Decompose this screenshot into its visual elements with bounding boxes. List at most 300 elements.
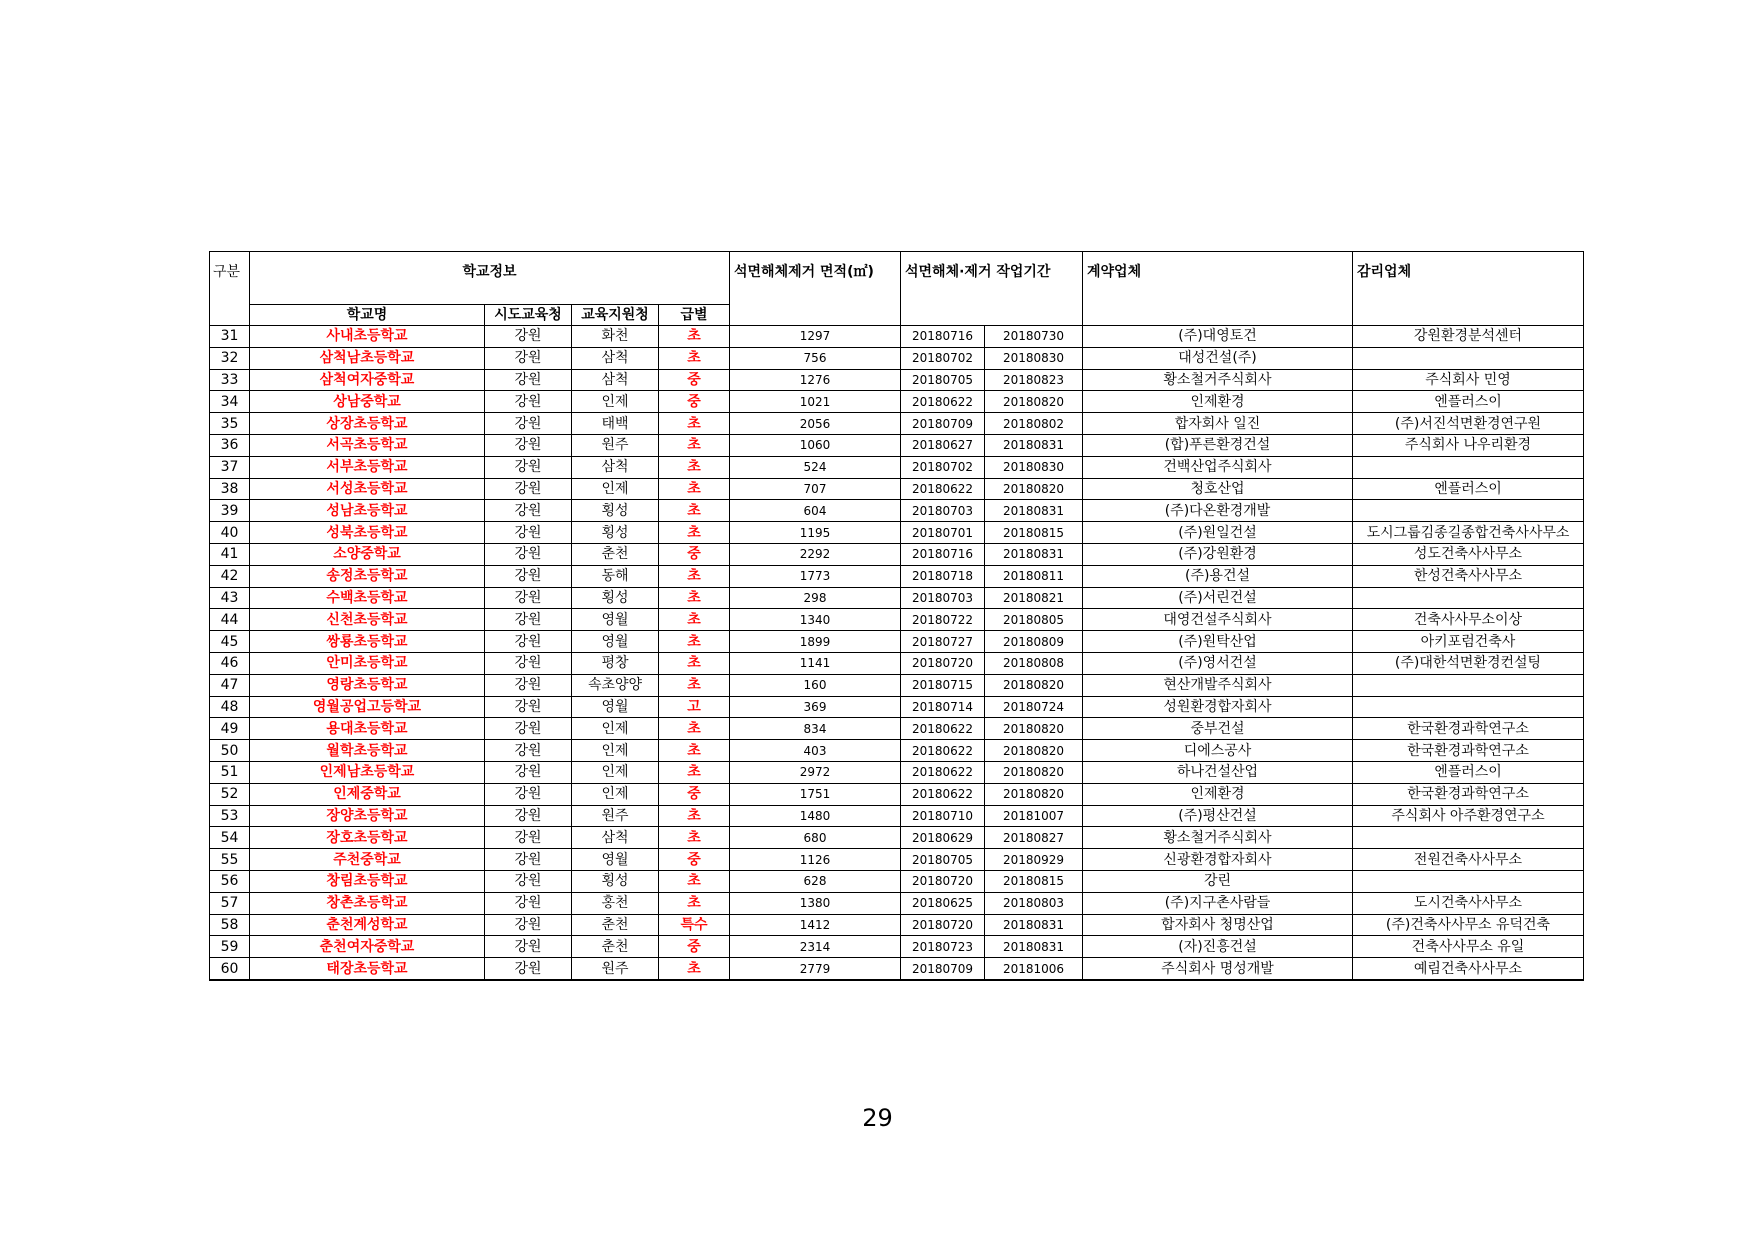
cell-grade: 중 (659, 369, 730, 391)
cell-office: 영월 (572, 849, 659, 871)
cell-contractor: 디에스공사 (1083, 740, 1353, 762)
cell-contractor: 신광환경합자회사 (1083, 849, 1353, 871)
cell-sido: 강원 (485, 849, 572, 871)
cell-end-date: 20180827 (985, 827, 1083, 849)
cell-supervisor: 엔플러스이 (1353, 478, 1584, 500)
cell-start-date: 20180727 (901, 631, 985, 653)
cell-office: 원주 (572, 434, 659, 456)
cell-no: 35 (210, 413, 250, 435)
table-row (210, 674, 1584, 696)
cell-area: 1480 (730, 805, 901, 827)
cell-contractor: (주)용건설 (1083, 565, 1353, 587)
cell-grade: 중 (659, 391, 730, 413)
cell-sido: 강원 (485, 587, 572, 609)
cell-grade: 초 (659, 434, 730, 456)
cell-contractor: (주)영서건설 (1083, 652, 1353, 674)
cell-supervisor: 엔플러스이 (1353, 761, 1584, 783)
cell-school-name: 영랑초등학교 (250, 674, 485, 696)
cell-supervisor: 주식회사 민영 (1353, 369, 1584, 391)
cell-contractor: 황소철거주식회사 (1083, 369, 1353, 391)
cell-no: 54 (210, 827, 250, 849)
cell-end-date: 20180809 (985, 631, 1083, 653)
table-row (210, 609, 1584, 631)
cell-sido: 강원 (485, 652, 572, 674)
cell-school-name: 삼척여자중학교 (250, 369, 485, 391)
cell-school-name: 월학초등학교 (250, 740, 485, 762)
cell-sido: 강원 (485, 761, 572, 783)
cell-supervisor: 주식회사 나우리환경 (1353, 434, 1584, 456)
cell-area: 2972 (730, 761, 901, 783)
cell-start-date: 20180629 (901, 827, 985, 849)
cell-office: 인제 (572, 761, 659, 783)
cell-no: 60 (210, 958, 250, 980)
cell-grade: 초 (659, 587, 730, 609)
cell-office: 영월 (572, 696, 659, 718)
cell-end-date: 20180820 (985, 391, 1083, 413)
cell-office: 삼척 (572, 827, 659, 849)
table-row (210, 696, 1584, 718)
cell-office: 인제 (572, 718, 659, 740)
cell-contractor: 합자회사 청명산업 (1083, 914, 1353, 936)
cell-end-date: 20180724 (985, 696, 1083, 718)
table-row (210, 522, 1584, 544)
cell-office: 횡성 (572, 870, 659, 892)
cell-contractor: 주식회사 명성개발 (1083, 958, 1353, 980)
cell-no: 52 (210, 783, 250, 805)
cell-grade: 초 (659, 413, 730, 435)
cell-sido: 강원 (485, 434, 572, 456)
cell-start-date: 20180723 (901, 936, 985, 958)
cell-start-date: 20180625 (901, 892, 985, 914)
cell-grade: 고 (659, 696, 730, 718)
cell-area: 1021 (730, 391, 901, 413)
cell-contractor: (주)평산건설 (1083, 805, 1353, 827)
cell-grade: 초 (659, 892, 730, 914)
table-row (210, 413, 1584, 435)
cell-sido: 강원 (485, 369, 572, 391)
cell-start-date: 20180716 (901, 543, 985, 565)
cell-grade: 초 (659, 631, 730, 653)
table-row (210, 870, 1584, 892)
header-school-name: 학교명 (250, 305, 485, 326)
cell-school-name: 춘천여자중학교 (250, 936, 485, 958)
cell-start-date: 20180702 (901, 456, 985, 478)
cell-area: 1412 (730, 914, 901, 936)
cell-no: 46 (210, 652, 250, 674)
cell-school-name: 태장초등학교 (250, 958, 485, 980)
cell-start-date: 20180622 (901, 761, 985, 783)
cell-area: 524 (730, 456, 901, 478)
cell-supervisor: 건축사사무소이상 (1353, 609, 1584, 631)
cell-start-date: 20180715 (901, 674, 985, 696)
cell-contractor: 하나건설산업 (1083, 761, 1353, 783)
cell-end-date: 20180811 (985, 565, 1083, 587)
cell-start-date: 20180720 (901, 914, 985, 936)
cell-start-date: 20180709 (901, 958, 985, 980)
table-row (210, 326, 1584, 348)
cell-area: 403 (730, 740, 901, 762)
cell-end-date: 20180805 (985, 609, 1083, 631)
cell-office: 영월 (572, 631, 659, 653)
cell-grade: 초 (659, 522, 730, 544)
cell-sido: 강원 (485, 413, 572, 435)
cell-start-date: 20180703 (901, 587, 985, 609)
cell-sido: 강원 (485, 827, 572, 849)
cell-area: 2779 (730, 958, 901, 980)
cell-no: 37 (210, 456, 250, 478)
cell-end-date: 20180808 (985, 652, 1083, 674)
table-row (210, 892, 1584, 914)
cell-area: 1899 (730, 631, 901, 653)
cell-contractor: 건백산업주식회사 (1083, 456, 1353, 478)
cell-start-date: 20180709 (901, 413, 985, 435)
cell-no: 39 (210, 500, 250, 522)
cell-contractor: 합자회사 일진 (1083, 413, 1353, 435)
table-row (210, 936, 1584, 958)
cell-area: 707 (730, 478, 901, 500)
cell-school-name: 삼척남초등학교 (250, 347, 485, 369)
cell-contractor: (주)다온환경개발 (1083, 500, 1353, 522)
cell-area: 604 (730, 500, 901, 522)
cell-area: 1380 (730, 892, 901, 914)
cell-office: 동해 (572, 565, 659, 587)
cell-no: 56 (210, 870, 250, 892)
cell-grade: 중 (659, 543, 730, 565)
cell-start-date: 20180720 (901, 652, 985, 674)
cell-supervisor: (주)대한석면환경컨설팅 (1353, 652, 1584, 674)
cell-no: 43 (210, 587, 250, 609)
cell-supervisor (1353, 674, 1584, 696)
table-row (210, 347, 1584, 369)
cell-end-date: 20180815 (985, 522, 1083, 544)
cell-school-name: 성남초등학교 (250, 500, 485, 522)
cell-contractor: 현산개발주식회사 (1083, 674, 1353, 696)
cell-supervisor (1353, 696, 1584, 718)
cell-supervisor: (주)건축사사무소 유덕건축 (1353, 914, 1584, 936)
cell-office: 춘천 (572, 936, 659, 958)
cell-end-date: 20181007 (985, 805, 1083, 827)
cell-sido: 강원 (485, 740, 572, 762)
cell-end-date: 20180823 (985, 369, 1083, 391)
cell-end-date: 20180820 (985, 740, 1083, 762)
table-body (210, 326, 1584, 980)
cell-office: 태백 (572, 413, 659, 435)
cell-sido: 강원 (485, 347, 572, 369)
cell-end-date: 20180831 (985, 543, 1083, 565)
cell-supervisor (1353, 870, 1584, 892)
cell-school-name: 쌍룡초등학교 (250, 631, 485, 653)
cell-no: 45 (210, 631, 250, 653)
cell-school-name: 안미초등학교 (250, 652, 485, 674)
cell-supervisor: 한국환경과학연구소 (1353, 783, 1584, 805)
cell-supervisor: (주)서진석면환경연구원 (1353, 413, 1584, 435)
table-row (210, 761, 1584, 783)
cell-no: 57 (210, 892, 250, 914)
cell-office: 삼척 (572, 369, 659, 391)
cell-end-date: 20180831 (985, 914, 1083, 936)
asbestos-removal-table (209, 251, 1584, 981)
table-row (210, 718, 1584, 740)
cell-end-date: 20180802 (985, 413, 1083, 435)
table-row (210, 958, 1584, 980)
cell-office: 인제 (572, 740, 659, 762)
cell-start-date: 20180622 (901, 478, 985, 500)
cell-grade: 초 (659, 500, 730, 522)
cell-start-date: 20180720 (901, 870, 985, 892)
cell-sido: 강원 (485, 631, 572, 653)
cell-sido: 강원 (485, 914, 572, 936)
header-gubun: 구분 (210, 252, 250, 326)
cell-supervisor: 전원건축사사무소 (1353, 849, 1584, 871)
cell-school-name: 용대초등학교 (250, 718, 485, 740)
cell-office: 인제 (572, 478, 659, 500)
cell-sido: 강원 (485, 543, 572, 565)
cell-end-date: 20180830 (985, 456, 1083, 478)
cell-grade: 초 (659, 958, 730, 980)
cell-no: 41 (210, 543, 250, 565)
cell-office: 속초양양 (572, 674, 659, 696)
cell-no: 36 (210, 434, 250, 456)
cell-supervisor (1353, 456, 1584, 478)
cell-supervisor: 도시그룹김종길종합건축사사무소 (1353, 522, 1584, 544)
cell-area: 680 (730, 827, 901, 849)
cell-school-name: 영월공업고등학교 (250, 696, 485, 718)
cell-supervisor: 주식회사 아주환경연구소 (1353, 805, 1584, 827)
cell-office: 삼척 (572, 456, 659, 478)
table-row (210, 369, 1584, 391)
cell-end-date: 20180830 (985, 347, 1083, 369)
table-row (210, 849, 1584, 871)
cell-end-date: 20180820 (985, 478, 1083, 500)
cell-sido: 강원 (485, 391, 572, 413)
header-grade: 급별 (659, 305, 730, 326)
cell-school-name: 장호초등학교 (250, 827, 485, 849)
cell-area: 2056 (730, 413, 901, 435)
cell-grade: 초 (659, 740, 730, 762)
cell-no: 49 (210, 718, 250, 740)
cell-contractor: (합)푸른환경건설 (1083, 434, 1353, 456)
cell-grade: 초 (659, 761, 730, 783)
cell-no: 33 (210, 369, 250, 391)
cell-grade: 초 (659, 456, 730, 478)
cell-supervisor: 강원환경분석센터 (1353, 326, 1584, 348)
cell-start-date: 20180716 (901, 326, 985, 348)
cell-grade: 초 (659, 827, 730, 849)
cell-office: 평창 (572, 652, 659, 674)
cell-area: 1141 (730, 652, 901, 674)
cell-office: 인제 (572, 391, 659, 413)
cell-no: 42 (210, 565, 250, 587)
cell-sido: 강원 (485, 936, 572, 958)
cell-end-date: 20180831 (985, 500, 1083, 522)
cell-end-date: 20181006 (985, 958, 1083, 980)
table-row (210, 456, 1584, 478)
header-school-info: 학교정보 (250, 252, 730, 305)
cell-area: 2292 (730, 543, 901, 565)
cell-start-date: 20180627 (901, 434, 985, 456)
table-row (210, 434, 1584, 456)
cell-sido: 강원 (485, 478, 572, 500)
cell-start-date: 20180714 (901, 696, 985, 718)
cell-school-name: 서곡초등학교 (250, 434, 485, 456)
cell-end-date: 20180820 (985, 674, 1083, 696)
cell-start-date: 20180718 (901, 565, 985, 587)
cell-end-date: 20180821 (985, 587, 1083, 609)
cell-supervisor: 한국환경과학연구소 (1353, 718, 1584, 740)
cell-office: 춘천 (572, 543, 659, 565)
cell-supervisor (1353, 347, 1584, 369)
cell-office: 횡성 (572, 587, 659, 609)
cell-contractor: (자)진흥건설 (1083, 936, 1353, 958)
cell-supervisor: 성도건축사사무소 (1353, 543, 1584, 565)
cell-office: 원주 (572, 958, 659, 980)
cell-grade: 중 (659, 849, 730, 871)
cell-area: 1751 (730, 783, 901, 805)
cell-sido: 강원 (485, 805, 572, 827)
cell-no: 51 (210, 761, 250, 783)
cell-end-date: 20180815 (985, 870, 1083, 892)
table-row (210, 914, 1584, 936)
cell-contractor: 성원환경합자회사 (1083, 696, 1353, 718)
cell-sido: 강원 (485, 783, 572, 805)
cell-no: 53 (210, 805, 250, 827)
cell-school-name: 사내초등학교 (250, 326, 485, 348)
cell-supervisor: 한성건축사사무소 (1353, 565, 1584, 587)
cell-office: 인제 (572, 783, 659, 805)
cell-supervisor: 예림건축사사무소 (1353, 958, 1584, 980)
cell-end-date: 20180820 (985, 718, 1083, 740)
cell-start-date: 20180622 (901, 783, 985, 805)
cell-end-date: 20180820 (985, 761, 1083, 783)
cell-contractor: 황소철거주식회사 (1083, 827, 1353, 849)
cell-supervisor: 건축사사무소 유일 (1353, 936, 1584, 958)
cell-grade: 중 (659, 783, 730, 805)
cell-start-date: 20180702 (901, 347, 985, 369)
cell-school-name: 주천중학교 (250, 849, 485, 871)
cell-sido: 강원 (485, 674, 572, 696)
cell-area: 628 (730, 870, 901, 892)
cell-start-date: 20180622 (901, 391, 985, 413)
cell-end-date: 20180803 (985, 892, 1083, 914)
table-row (210, 740, 1584, 762)
cell-area: 1276 (730, 369, 901, 391)
cell-contractor: 강린 (1083, 870, 1353, 892)
cell-sido: 강원 (485, 958, 572, 980)
cell-office: 삼척 (572, 347, 659, 369)
cell-contractor: 대영건설주식회사 (1083, 609, 1353, 631)
table-row (210, 652, 1584, 674)
cell-area: 1773 (730, 565, 901, 587)
cell-start-date: 20180701 (901, 522, 985, 544)
cell-grade: 초 (659, 870, 730, 892)
cell-school-name: 인제남초등학교 (250, 761, 485, 783)
cell-end-date: 20180730 (985, 326, 1083, 348)
header-period: 석면해체·제거 작업기간 (901, 252, 1083, 326)
header-contractor: 계약업체 (1083, 252, 1353, 326)
cell-school-name: 수백초등학교 (250, 587, 485, 609)
cell-grade: 초 (659, 609, 730, 631)
cell-end-date: 20180820 (985, 783, 1083, 805)
cell-supervisor (1353, 587, 1584, 609)
cell-grade: 초 (659, 326, 730, 348)
cell-contractor: 대성건설(주) (1083, 347, 1353, 369)
cell-start-date: 20180703 (901, 500, 985, 522)
cell-area: 1195 (730, 522, 901, 544)
cell-school-name: 인제중학교 (250, 783, 485, 805)
cell-office: 영월 (572, 609, 659, 631)
cell-sido: 강원 (485, 870, 572, 892)
cell-start-date: 20180622 (901, 740, 985, 762)
cell-sido: 강원 (485, 522, 572, 544)
cell-grade: 초 (659, 718, 730, 740)
header-area: 석면해체제거 면적(㎡) (730, 252, 901, 326)
cell-area: 834 (730, 718, 901, 740)
table-row (210, 631, 1584, 653)
cell-school-name: 소양중학교 (250, 543, 485, 565)
cell-grade: 초 (659, 805, 730, 827)
cell-contractor: (주)서린건설 (1083, 587, 1353, 609)
cell-sido: 강원 (485, 609, 572, 631)
cell-office: 횡성 (572, 500, 659, 522)
cell-grade: 중 (659, 936, 730, 958)
header-sido: 시도교육청 (485, 305, 572, 326)
cell-no: 40 (210, 522, 250, 544)
cell-contractor: (주)강원환경 (1083, 543, 1353, 565)
cell-no: 47 (210, 674, 250, 696)
cell-sido: 강원 (485, 326, 572, 348)
cell-contractor: (주)원탁산업 (1083, 631, 1353, 653)
cell-sido: 강원 (485, 500, 572, 522)
cell-school-name: 서부초등학교 (250, 456, 485, 478)
cell-contractor: 인제환경 (1083, 391, 1353, 413)
cell-school-name: 장양초등학교 (250, 805, 485, 827)
table-row (210, 478, 1584, 500)
cell-sido: 강원 (485, 696, 572, 718)
table-row (210, 587, 1584, 609)
cell-school-name: 춘천계성학교 (250, 914, 485, 936)
cell-contractor: 인제환경 (1083, 783, 1353, 805)
cell-contractor: 중부건설 (1083, 718, 1353, 740)
cell-school-name: 창촌초등학교 (250, 892, 485, 914)
cell-sido: 강원 (485, 565, 572, 587)
cell-school-name: 서성초등학교 (250, 478, 485, 500)
cell-supervisor: 한국환경과학연구소 (1353, 740, 1584, 762)
cell-grade: 초 (659, 478, 730, 500)
cell-no: 32 (210, 347, 250, 369)
cell-end-date: 20180929 (985, 849, 1083, 871)
cell-sido: 강원 (485, 456, 572, 478)
table-row (210, 565, 1584, 587)
cell-contractor: (주)대영토건 (1083, 326, 1353, 348)
cell-office: 홍천 (572, 892, 659, 914)
cell-area: 160 (730, 674, 901, 696)
cell-contractor: (주)원일건설 (1083, 522, 1353, 544)
cell-end-date: 20180831 (985, 936, 1083, 958)
cell-no: 44 (210, 609, 250, 631)
cell-school-name: 신천초등학교 (250, 609, 485, 631)
cell-sido: 강원 (485, 718, 572, 740)
cell-area: 756 (730, 347, 901, 369)
cell-office: 원주 (572, 805, 659, 827)
table-row (210, 543, 1584, 565)
cell-area: 1126 (730, 849, 901, 871)
cell-no: 55 (210, 849, 250, 871)
cell-no: 38 (210, 478, 250, 500)
cell-start-date: 20180710 (901, 805, 985, 827)
cell-end-date: 20180831 (985, 434, 1083, 456)
cell-area: 369 (730, 696, 901, 718)
cell-office: 횡성 (572, 522, 659, 544)
